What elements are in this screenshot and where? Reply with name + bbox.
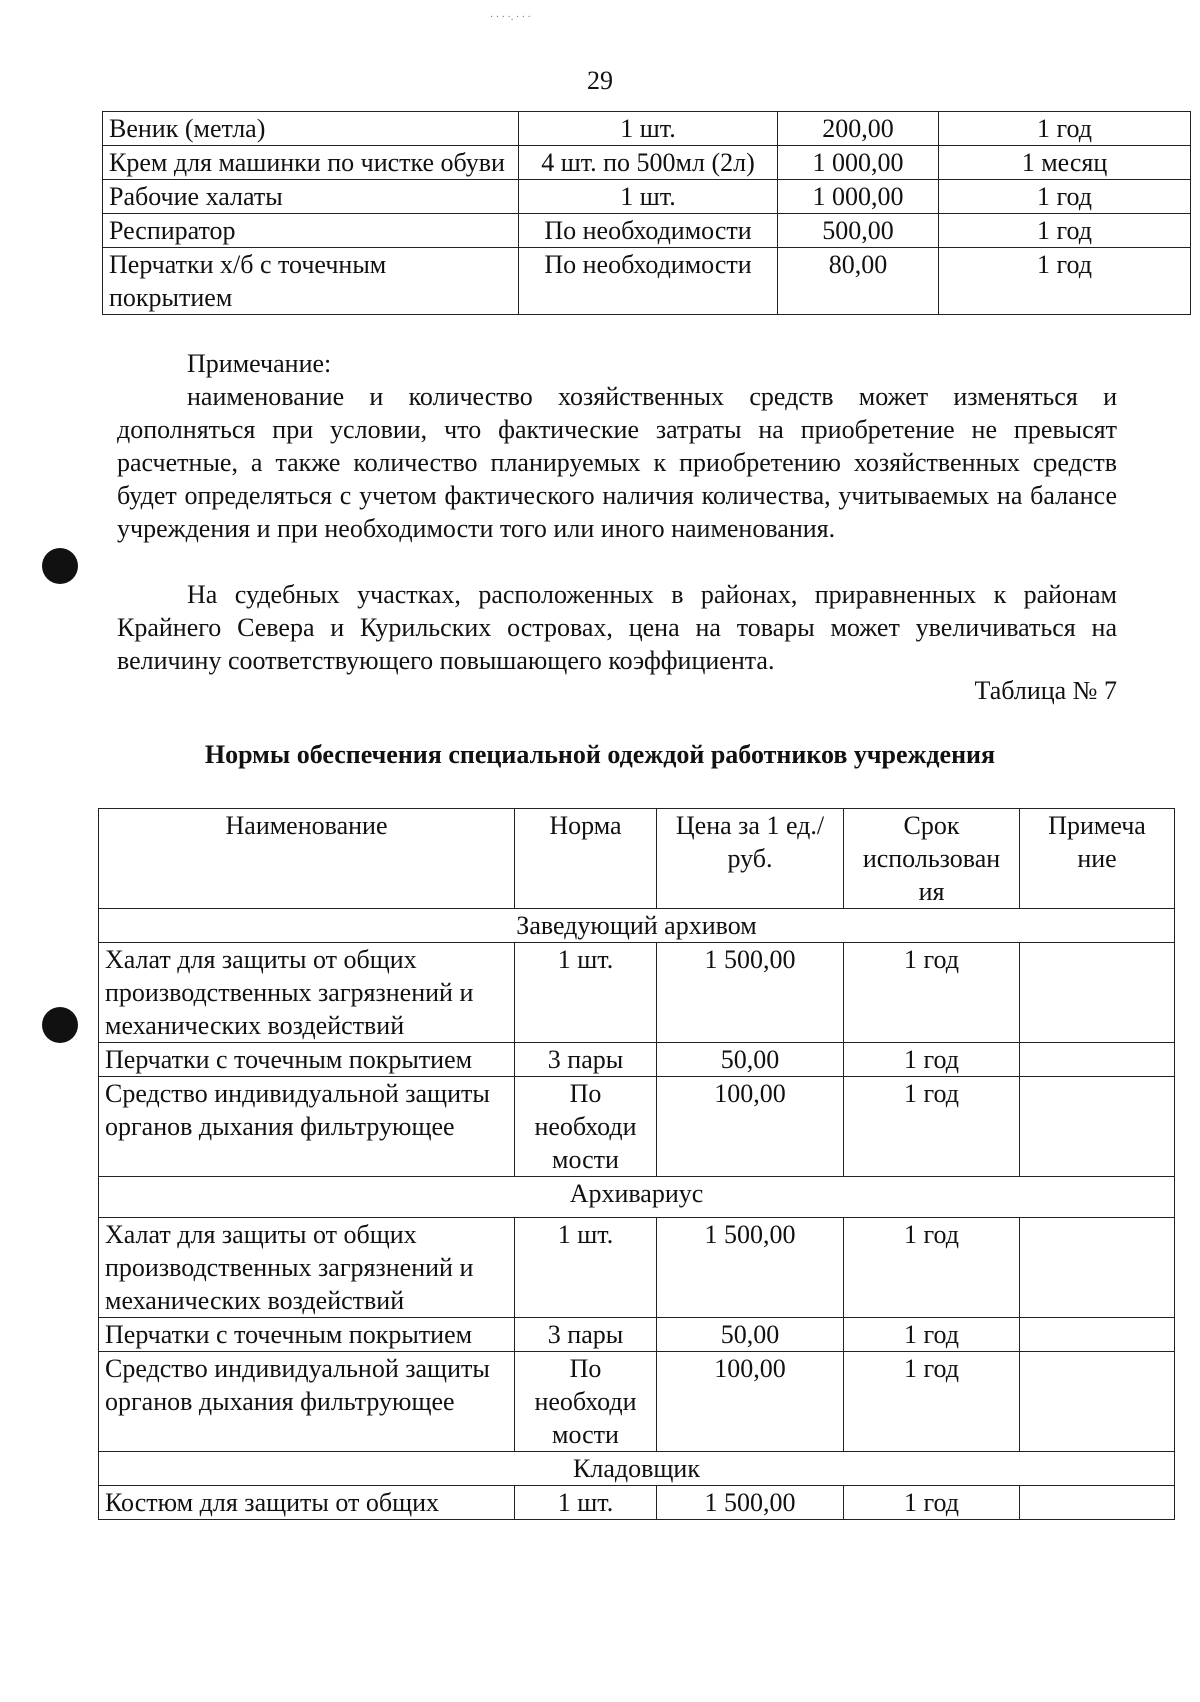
table-row [99, 1352, 1175, 1452]
item-name-cell: Рабочие халаты [103, 180, 519, 214]
special-clothing-table [98, 808, 1175, 1520]
quantity-cell: 4 шт. по 500мл (2л) [519, 146, 778, 180]
period-cell: 1 год [844, 1486, 1020, 1520]
quantity-cell: 1 шт. [519, 180, 778, 214]
column-header: Примеча ние [1020, 809, 1175, 909]
column-header: Наименование [99, 809, 515, 909]
remark-cell [1020, 1486, 1175, 1520]
price-cell: 1 000,00 [778, 180, 939, 214]
punch-hole-mark [42, 1007, 78, 1043]
price-cell: 1 500,00 [657, 943, 844, 1043]
table-row [99, 943, 1175, 1043]
table-number: Таблица № 7 [974, 676, 1117, 705]
norm-cell: По необходи мости [515, 1077, 657, 1177]
period-cell: 1 месяц [939, 146, 1191, 180]
norm-cell: 1 шт. [515, 1218, 657, 1318]
item-name-cell: Халат для защиты от общих производственных загрязнений и механических воздействий [99, 1218, 515, 1318]
punch-hole-mark [42, 548, 78, 584]
section-title: Заведующий архивом [99, 909, 1175, 943]
period-cell: 1 год [939, 112, 1191, 146]
table-row [103, 146, 1191, 180]
item-name-cell: Перчатки с точечным покрытием [99, 1318, 515, 1352]
period-cell: 1 год [844, 1077, 1020, 1177]
remark-cell [1020, 1043, 1175, 1077]
period-cell: 1 год [939, 214, 1191, 248]
table-row [99, 1318, 1175, 1352]
item-name-cell: Веник (метла) [103, 112, 519, 146]
remark-cell [1020, 1077, 1175, 1177]
remark-cell [1020, 1318, 1175, 1352]
period-cell: 1 год [844, 943, 1020, 1043]
quantity-cell: 1 шт. [519, 112, 778, 146]
norm-cell: 1 шт. [515, 943, 657, 1043]
price-cell: 100,00 [657, 1352, 844, 1452]
period-cell: 1 год [844, 1352, 1020, 1452]
column-header: Цена за 1 ед./руб. [657, 809, 844, 909]
section-row [99, 909, 1175, 943]
period-cell: 1 год [939, 248, 1191, 315]
item-name-cell: Перчатки х/б с точечным покрытием [103, 248, 519, 315]
price-cell: 500,00 [778, 214, 939, 248]
item-name-cell: Крем для машинки по чистке обуви [103, 146, 519, 180]
price-cell: 1 500,00 [657, 1486, 844, 1520]
table-row [103, 248, 1191, 315]
table-row [103, 214, 1191, 248]
note-label: Примечание: [187, 349, 332, 378]
column-header: Срок использован ия [844, 809, 1020, 909]
section-row [99, 1452, 1175, 1486]
price-cell: 1 000,00 [778, 146, 939, 180]
remark-cell [1020, 943, 1175, 1043]
price-cell: 200,00 [778, 112, 939, 146]
period-cell: 1 год [844, 1318, 1020, 1352]
page-number: 29 [587, 66, 613, 95]
item-name-cell: Костюм для защиты от общих [99, 1486, 515, 1520]
table-row [99, 1218, 1175, 1318]
norm-cell: 3 пары [515, 1318, 657, 1352]
table-row [99, 1486, 1175, 1520]
section-title: Кладовщик [99, 1452, 1175, 1486]
table-row [99, 1077, 1175, 1177]
note-paragraph: На судебных участках, расположенных в районах, приравненных к районам Крайнего Севера и Курильских островах, цена на товары может увеличиваться на величину соответствующего повышающего коэффициента. [117, 580, 1117, 675]
price-cell: 50,00 [657, 1043, 844, 1077]
quantity-cell: По необходимости [519, 214, 778, 248]
remark-cell [1020, 1352, 1175, 1452]
supplies-table [102, 111, 1191, 315]
item-name-cell: Средство индивидуальной защиты органов дыхания фильтрующее [99, 1352, 515, 1452]
quantity-cell: По необходимости [519, 248, 778, 315]
column-header: Норма [515, 809, 657, 909]
period-cell: 1 год [844, 1043, 1020, 1077]
note-paragraph: наименование и количество хозяйственных средств может изменяться и дополняться при условии, что фактические затраты на приобретение не превысят расчетные, а также количество планируемых к приобретению хозяйственных средств будет определяться с учетом фактического наличия количества, учитываемых на балансе учреждения и при необходимости того или иного наименования. [117, 382, 1117, 543]
item-name-cell: Средство индивидуальной защиты органов дыхания фильтрующее [99, 1077, 515, 1177]
item-name-cell: Халат для защиты от общих производственных загрязнений и механических воздействий [99, 943, 515, 1043]
price-cell: 80,00 [778, 248, 939, 315]
price-cell: 50,00 [657, 1318, 844, 1352]
price-cell: 1 500,00 [657, 1218, 844, 1318]
item-name-cell: Перчатки с точечным покрытием [99, 1043, 515, 1077]
norm-cell: По необходи мости [515, 1352, 657, 1452]
table-title: Нормы обеспечения специальной одеждой работников учреждения [204, 740, 996, 769]
remark-cell [1020, 1218, 1175, 1318]
table-row [103, 112, 1191, 146]
section-row [99, 1177, 1175, 1218]
norm-cell: 3 пары [515, 1043, 657, 1077]
item-name-cell: Респиратор [103, 214, 519, 248]
period-cell: 1 год [844, 1218, 1020, 1318]
price-cell: 100,00 [657, 1077, 844, 1177]
section-title: Архивариус [99, 1177, 1175, 1218]
norm-cell: 1 шт. [515, 1486, 657, 1520]
table-row [99, 1043, 1175, 1077]
table-header-row [99, 809, 1175, 909]
table-row [103, 180, 1191, 214]
period-cell: 1 год [939, 180, 1191, 214]
